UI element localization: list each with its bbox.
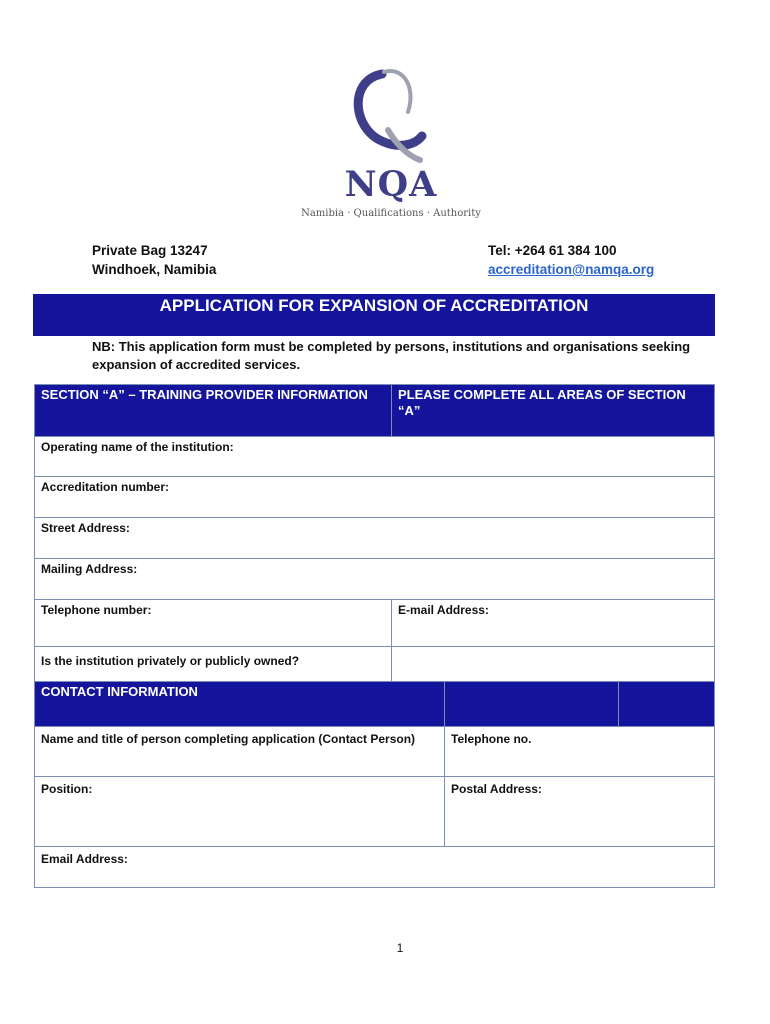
q-emblem-icon (296, 62, 486, 172)
operating-name-row (35, 437, 714, 477)
contact-person-field[interactable]: Name and title of person completing application (Contact Person) (41, 732, 416, 746)
position-postal-row (35, 777, 714, 847)
contact-email-field[interactable]: Email Address: (41, 852, 128, 866)
accreditation-number-field[interactable]: Accreditation number: (41, 480, 170, 494)
po-box: Private Bag 13247 (92, 243, 208, 258)
email-field[interactable]: E-mail Address: (391, 600, 714, 646)
city: Windhoek, Namibia (92, 262, 217, 277)
postal-address-field[interactable]: Postal Address: (444, 777, 714, 846)
accreditation-number-row (35, 477, 714, 518)
application-form (34, 384, 715, 888)
contact-info-header (35, 682, 714, 727)
ownership-field[interactable] (391, 647, 714, 681)
email-link[interactable]: accreditation@namqa.org (488, 262, 655, 277)
contact-info-header-spacer (444, 682, 618, 726)
section-a-header (35, 385, 714, 437)
nqa-logo (296, 62, 486, 227)
ownership-label: Is the institution privately or publicly owned? (41, 654, 300, 668)
position-field[interactable]: Position: (41, 782, 93, 796)
street-address-field[interactable]: Street Address: (41, 521, 130, 535)
logo-wordmark: NQA (344, 164, 438, 205)
mailing-address-field[interactable]: Mailing Address: (41, 562, 138, 576)
ownership-row (35, 647, 714, 682)
operating-name-field[interactable]: Operating name of the institution: (41, 440, 234, 454)
address-block (92, 241, 216, 279)
telephone-field[interactable]: Telephone number: (41, 603, 152, 617)
telephone-email-row (35, 600, 714, 647)
section-a-instruction: PLEASE COMPLETE ALL AREAS OF SECTION “A” (391, 385, 714, 436)
contact-block (488, 241, 654, 279)
instruction-note: NB: This application form must be completed by persons, institutions and organisations seeking expansion of accredited services. (92, 339, 691, 372)
contact-info-title: CONTACT INFORMATION (35, 682, 444, 726)
contact-email-row (35, 847, 714, 887)
logo-subtitle: Namibia · Qualifications · Authority (301, 208, 481, 219)
contact-info-header-spacer-2 (618, 682, 714, 726)
street-address-row (35, 518, 714, 559)
mailing-address-row (35, 559, 714, 600)
section-a-title: SECTION “A” – TRAINING PROVIDER INFORMATION (35, 385, 391, 436)
page-number: 1 (396, 941, 404, 955)
contact-telephone-field[interactable]: Telephone no. (444, 727, 714, 776)
telephone-text: Tel: +264 61 384 100 (488, 243, 617, 258)
form-title: APPLICATION FOR EXPANSION OF ACCREDITATION (33, 294, 715, 336)
contact-person-row (35, 727, 714, 777)
